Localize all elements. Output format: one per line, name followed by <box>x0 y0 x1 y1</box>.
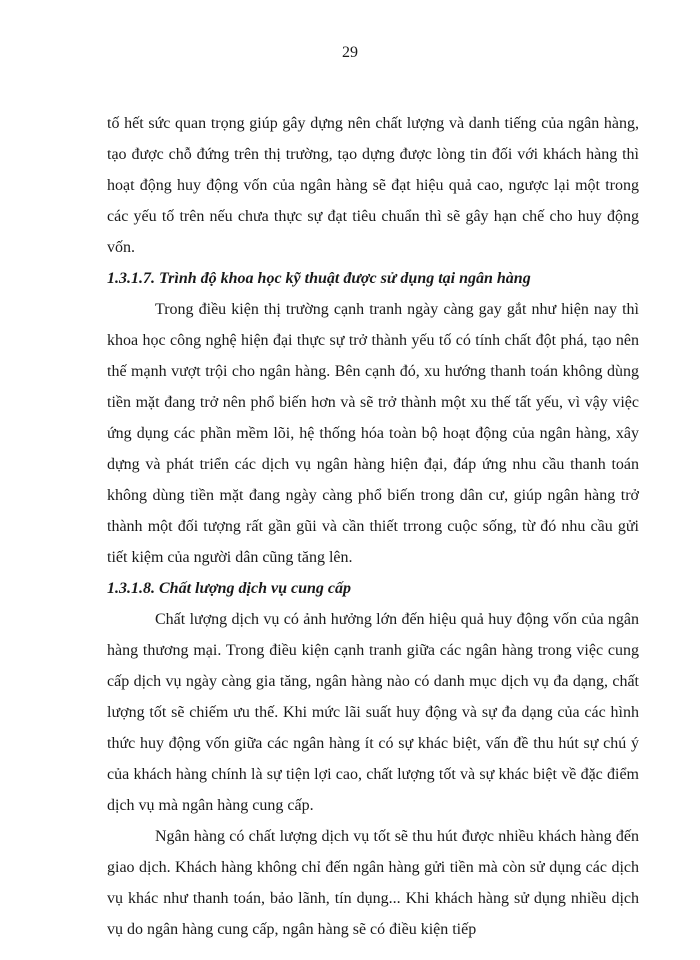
paragraph-technology: Trong điều kiện thị trường cạnh tranh ngày càng gay gắt như hiện nay thì khoa học công nghệ hiện đại thực sự trở thành yếu tố có tính chất đột phá, tạo nên thế mạnh vượt trội cho ngân hàng. Bên cạnh đó, xu hướng thanh toán không dùng tiền mặt đang trở nên phổ biến hơn và sẽ trở thành một xu thế tất yếu, vì vậy việc ứng dụng các phần mềm lõi, hệ thống hóa toàn bộ hoạt động của ngân hàng, xây dựng và phát triển các dịch vụ ngân hàng hiện đại, đáp ứng nhu cầu thanh toán không dùng tiền mặt đang ngày càng phổ biến trong dân cư, giúp ngân hàng trở thành một đối tượng rất gần gũi và cần thiết trrong cuộc sống, từ đó nhu cầu gửi tiết kiệm của người dân cũng tăng lên. <box>107 301 639 566</box>
paragraph-continuation: tố hết sức quan trọng giúp gây dựng nên chất lượng và danh tiếng của ngân hàng, tạo được chỗ đứng trên thị trường, tạo dựng được lòng tin đối với khách hàng thì hoạt động huy động vốn của ngân hàng sẽ đạt hiệu quả cao, ngược lại một trong các yếu tố trên nếu chưa thực sự đạt tiêu chuẩn thì sẽ gây hạn chế cho huy động vốn. <box>107 115 639 256</box>
section-heading-1-3-1-8: 1.3.1.8. Chất lượng dịch vụ cung cấp <box>107 580 351 597</box>
document-body <box>107 108 639 945</box>
paragraph-service-quality: Chất lượng dịch vụ có ảnh hưởng lớn đến hiệu quả huy động vốn của ngân hàng thương mại. Trong điều kiện cạnh tranh giữa các ngân hàng trong việc cung cấp dịch vụ ngày càng gia tăng, ngân hàng nào có danh mục dịch vụ đa dạng, chất lượng tốt sẽ chiếm ưu thế. Khi mức lãi suất huy động và sự đa dạng của các hình thức huy động vốn giữa các ngân hàng ít có sự khác biệt, vấn đề thu hút sự chú ý của khách hàng chính là sự tiện lợi cao, chất lượng tốt và sự khác biệt về đặc điểm dịch vụ mà ngân hàng cung cấp. <box>107 611 639 814</box>
page-number: 29 <box>342 44 358 61</box>
paragraph-customer-attraction: Ngân hàng có chất lượng dịch vụ tốt sẽ thu hút được nhiều khách hàng đến giao dịch. Khách hàng không chỉ đến ngân hàng gửi tiền mà còn sử dụng các dịch vụ khác như thanh toán, bảo lãnh, tín dụng... Khi khách hàng sử dụng nhiều dịch vụ do ngân hàng cung cấp, ngân hàng sẽ có điều kiện tiếp <box>107 828 639 938</box>
section-heading-1-3-1-7: 1.3.1.7. Trình độ khoa học kỹ thuật được sử dụng tại ngân hàng <box>107 270 531 287</box>
